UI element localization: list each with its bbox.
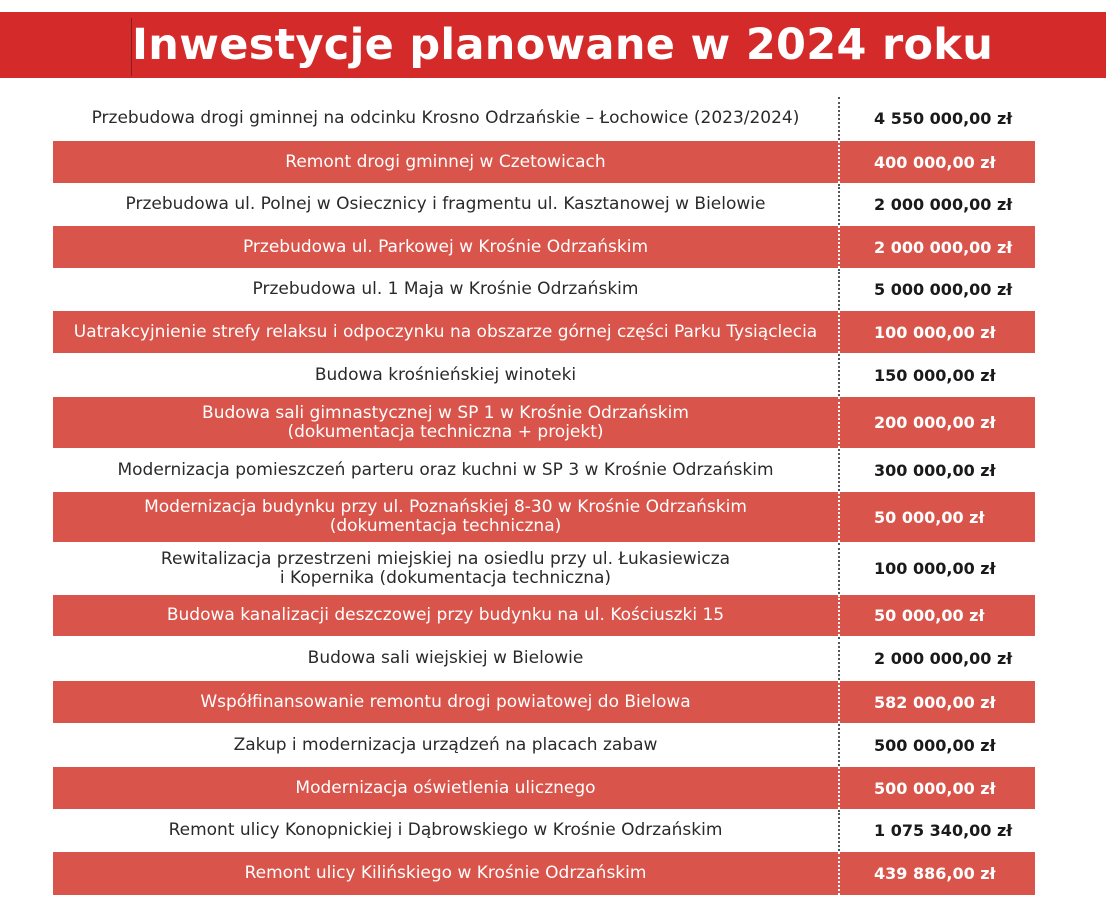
table-row	[53, 595, 1035, 637]
investment-amount: 300 000,00 zł	[874, 460, 996, 480]
table-row	[53, 397, 1035, 449]
investments-table	[53, 97, 1035, 896]
header-banner	[0, 12, 1106, 78]
investment-amount: 1 075 340,00 zł	[874, 821, 1013, 840]
table-row	[53, 226, 1035, 269]
description-line: Przebudowa ul. Parkowej w Krośnie Odrzańskim	[242, 236, 649, 257]
table-row	[53, 97, 1035, 141]
description-line: Przebudowa ul. Polnej w Osiecznicy i fragmentu ul. Kasztanowej w Bielowie	[125, 194, 766, 214]
table-row	[53, 637, 1035, 681]
investment-description	[53, 354, 840, 396]
description-line: Modernizacja oświetlenia ulicznego	[295, 777, 596, 798]
investment-amount: 5 000 000,00 zł	[874, 280, 1013, 299]
investment-amount: 100 000,00 zł	[874, 322, 996, 342]
table-row	[53, 724, 1035, 767]
investment-description	[53, 767, 840, 809]
investment-amount: 582 000,00 zł	[874, 692, 996, 712]
description-line: Remont ulicy Konopnickiej i Dąbrowskiego w Krośnie Odrzańskim	[168, 820, 723, 840]
investment-description	[53, 311, 840, 353]
table-row	[53, 492, 1035, 543]
investment-description	[53, 184, 840, 225]
investment-amount: 400 000,00 zł	[874, 152, 996, 172]
investment-description	[53, 226, 840, 268]
description-line: Przebudowa ul. 1 Maja w Krośnie Odrzańskim	[252, 279, 639, 299]
investment-description	[53, 852, 840, 895]
investment-description	[53, 637, 840, 680]
investment-amount: 2 000 000,00 zł	[874, 237, 1013, 257]
description-line: Remont drogi gminnej w Czetowicach	[285, 151, 606, 172]
investment-amount: 200 000,00 zł	[874, 413, 996, 432]
table-row	[53, 311, 1035, 354]
investment-description	[53, 681, 840, 723]
investment-amount: 100 000,00 zł	[874, 559, 996, 578]
table-row	[53, 681, 1035, 724]
description-line: Przebudowa drogi gminnej na odcinku Krosno Odrzańskie – Łochowice (2023/2024)	[91, 108, 800, 128]
investment-description	[53, 269, 840, 310]
description-line: Zakup i modernizacja urządzeń na placach zabaw	[233, 734, 658, 755]
description-line: Budowa krośnieńskiej winoteki	[314, 364, 577, 385]
investment-amount: 500 000,00 zł	[874, 735, 996, 755]
description-line: Budowa sali wiejskiej w Bielowie	[307, 648, 584, 668]
investment-description	[53, 97, 840, 140]
investment-description	[53, 543, 840, 594]
description-line: Modernizacja pomieszczeń parteru oraz kuchni w SP 3 w Krośnie Odrzańskim	[117, 459, 774, 480]
table-row	[53, 184, 1035, 226]
investment-amount: 4 550 000,00 zł	[874, 109, 1013, 128]
description-line: (dokumentacja techniczna)	[329, 516, 562, 536]
investment-amount: 500 000,00 zł	[874, 778, 996, 798]
investment-description	[53, 449, 840, 491]
investment-amount: 2 000 000,00 zł	[874, 195, 1013, 214]
table-row	[53, 449, 1035, 492]
table-row	[53, 543, 1035, 595]
description-line: i Kopernika (dokumentacja techniczna)	[279, 567, 612, 588]
description-line: Remont ulicy Kilińskiego w Krośnie Odrzańskim	[244, 863, 647, 883]
table-row	[53, 141, 1035, 184]
table-row	[53, 767, 1035, 810]
description-line: Budowa sali gimnastycznej w SP 1 w Krośnie Odrzańskim	[202, 402, 689, 423]
investment-amount: 50 000,00 zł	[874, 606, 985, 625]
description-line: Współfinansowanie remontu drogi powiatowej do Bielowa	[200, 691, 691, 712]
investment-description	[53, 492, 840, 542]
description-line: Rewitalizacja przestrzeni miejskiej na osiedlu przy ul. Łukasiewicza	[160, 548, 731, 569]
investment-description	[53, 595, 840, 636]
description-line: (dokumentacja techniczna + projekt)	[287, 421, 604, 442]
table-row	[53, 354, 1035, 397]
investment-amount: 150 000,00 zł	[874, 365, 996, 385]
page-title: Inwestycje planowane w 2024 roku	[132, 20, 994, 70]
description-line: Budowa kanalizacji deszczowej przy budynku na ul. Kościuszki 15	[166, 605, 725, 625]
investment-description	[53, 397, 840, 448]
table-row	[53, 852, 1035, 896]
description-line: Uatrakcyjnienie strefy relaksu i odpoczynku na obszarze górnej części Parku Tysiąclecia	[73, 321, 818, 342]
investment-amount: 50 000,00 zł	[874, 507, 985, 527]
investment-amount: 2 000 000,00 zł	[874, 649, 1013, 668]
investment-description	[53, 724, 840, 766]
investment-description	[53, 810, 840, 851]
investment-description	[53, 141, 840, 183]
description-line: Modernizacja budynku przy ul. Poznańskiej 8-30 w Krośnie Odrzańskim	[144, 497, 747, 517]
table-row	[53, 269, 1035, 311]
investment-amount: 439 886,00 zł	[874, 864, 996, 883]
table-row	[53, 810, 1035, 852]
